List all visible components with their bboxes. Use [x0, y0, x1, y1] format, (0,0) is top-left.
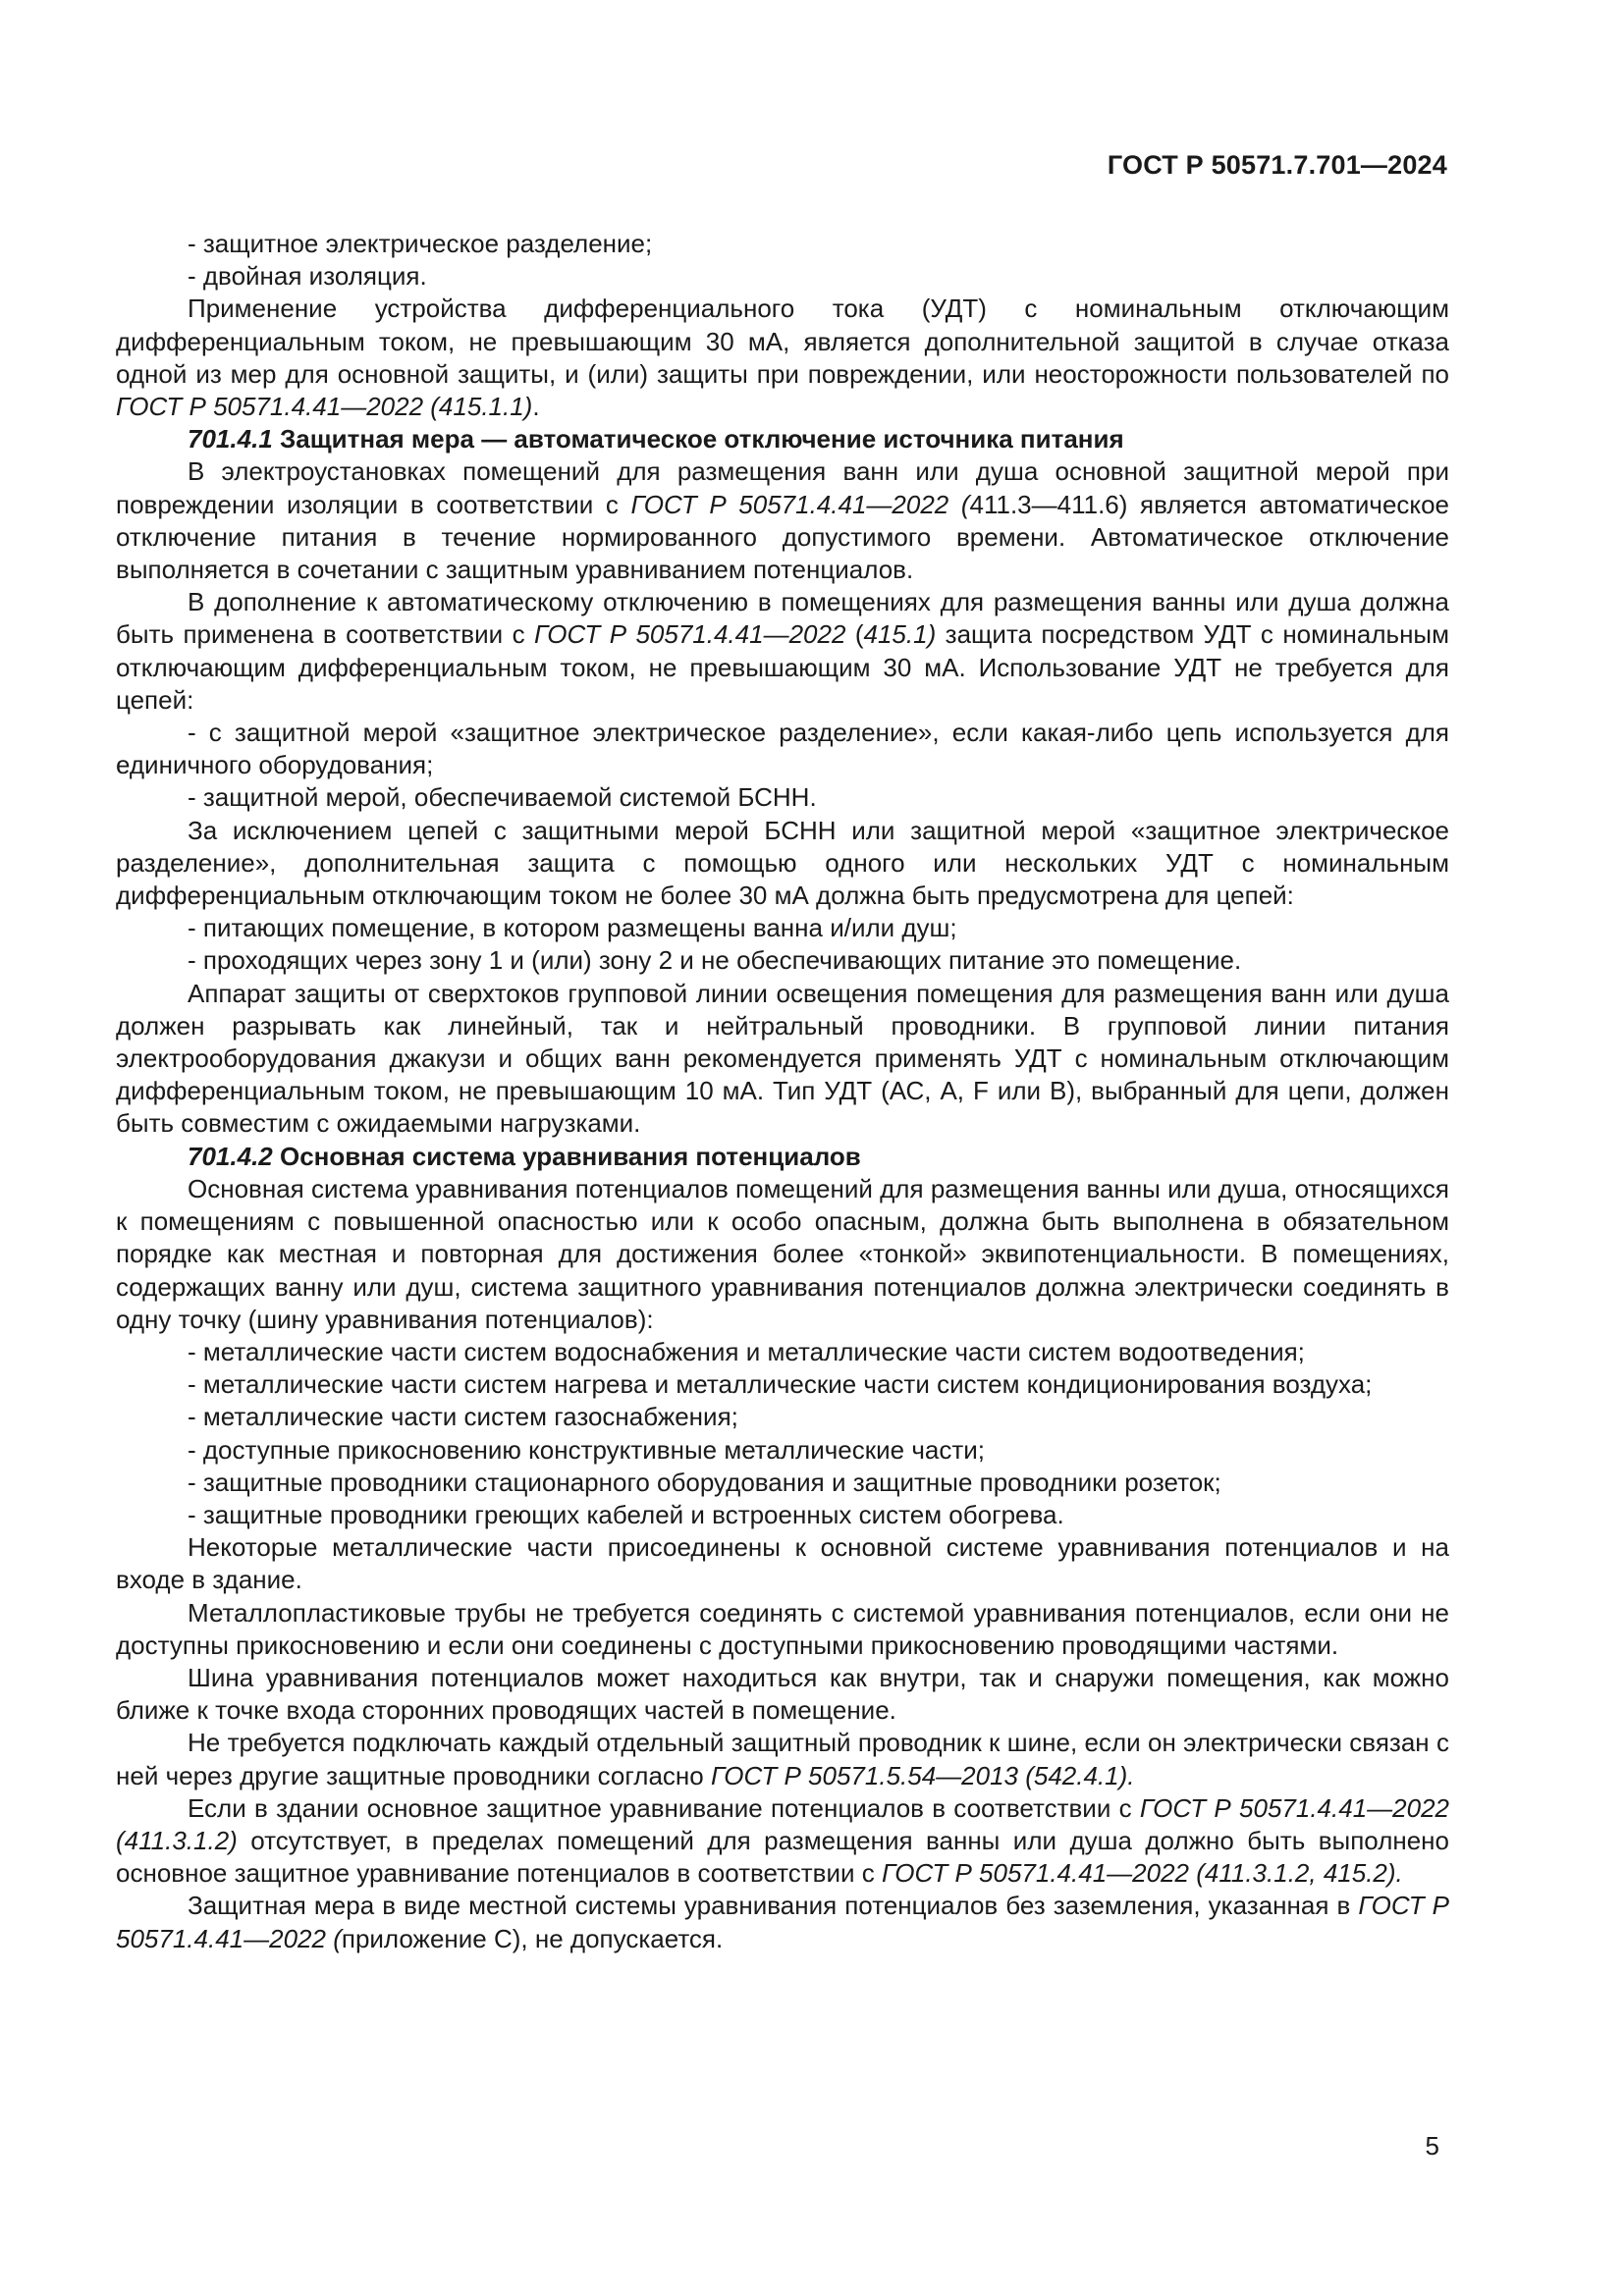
paragraph: Применение устройства дифференциального тока (УДТ) с номинальным отключающим дифференциальным током, не превышающим 30 мА, является дополнительной защитой в случае отказа одной из мер для основной защиты, и (или) защиты при повреждении, или неосторожности пользователей по ГОСТ Р 50571.4.41—2022 (415.1.1). — [116, 294, 1449, 422]
reference-link: ГОСТ Р 50571.4.41—2022 ( — [116, 1891, 1449, 1953]
list-item: - с защитной мерой «защитное электрическое разделение», если какая-либо цепь используется для единичного оборудования; — [116, 718, 1449, 780]
paragraph: В электроустановках помещений для размещения ванн или душа основной защитной мерой при повреждении изоляции в соответствии с ГОСТ Р 50571.4.41—2022 (411.3—411.6) является автоматическое отключение питания в течение нормированного допустимого времени. Автоматическое отключение выполняется в сочетании с защитным уравниванием потенциалов. — [116, 456, 1450, 585]
standard-header: ГОСТ Р 50571.7.701—2024 — [1107, 150, 1447, 180]
list-item: - защитное электрическое разделение; — [188, 229, 653, 258]
list-item: - металлические части систем нагрева и металлические части систем кондиционирования воздуха; — [188, 1369, 1373, 1400]
page-number: 5 — [1425, 2131, 1439, 2161]
list-item: - металлические части систем газоснабжения; — [188, 1402, 738, 1432]
list-item: - проходящих через зону 1 и (или) зону 2 и не обеспечивающих питание это помещение. — [188, 945, 1242, 976]
paragraph: Аппарат защиты от сверхтоков групповой линии освещения помещения для размещения ванн или душа должен разрывать как линейный, так и нейтральный проводники. В групповой линии питания электрооборудования джакузи и общих ванн рекомендуется применять УДТ с номинальным отключающим дифференциальным током, не превышающим 10 мА. Тип УДТ (АС, А, F или В), выбранный для цепи, должен быть совместим с ожидаемыми нагрузками. — [116, 978, 1449, 1139]
list-item: - защитные проводники стационарного оборудования и защитные проводники розеток; — [188, 1467, 1221, 1497]
paragraph: За исключением цепей с защитными мерой БСНН или защитной мерой «защитное электрическое разделение», дополнительная защита с помощью одного или нескольких УДТ с номинальным дифференциальным отключающим током не более 30 мА должна быть предусмотрена для цепей: — [116, 815, 1449, 911]
list-item: - доступные прикосновению конструктивные металлические части; — [188, 1434, 985, 1465]
reference-link: ГОСТ Р 50571.4.41—2022 — [533, 619, 846, 650]
reference-link: ГОСТ Р 50571.4.41—2022 (411.3.1.2, 415.2). — [881, 1858, 1403, 1889]
list-item: - защитной мерой, обеспечиваемой системой БСНН. — [188, 782, 817, 813]
section-heading-701-4-1: 701.4.1 Защитная мера — автоматическое отключение источника питания — [188, 424, 1124, 454]
list-item: - двойная изоляция. — [188, 261, 427, 292]
paragraph: Защитная мера в виде местной системы уравнивания потенциалов без заземления, указанная в ГОСТ Р 50571.4.41—2022 (приложение С), не допускается. — [116, 1891, 1449, 1953]
paragraph: Основная система уравнивания потенциалов помещений для размещения ванны или душа, относящихся к помещениям с повышенной опасностью или к особо опасным, должна быть выполнена в обязательном порядке как местная и повторная для достижения более «тонкой» эквипотенциальности. В помещениях, содержащих ванну или душ, система защитного уравнивания потенциалов должна электрически соединять в одну точку (шину уравнивания потенциалов): — [116, 1173, 1449, 1334]
paragraph: Некоторые металлические части присоединены к основной системе уравнивания потенциалов и на входе в здание. — [116, 1532, 1449, 1595]
section-heading-701-4-2: 701.4.2 Основная система уравнивания потенциалов — [188, 1141, 861, 1171]
list-item: - металлические части систем водоснабжения и металлические части систем водоотведения; — [188, 1336, 1305, 1366]
document-body — [116, 228, 1449, 1955]
paragraph: Не требуется подключать каждый отдельный защитный проводник к шине, если он электрически связан с ней через другие защитные проводники согласно ГОСТ Р 50571.5.54—2013 (542.4.1). — [116, 1728, 1449, 1790]
list-item: - питающих помещение, в котором размещены ванна и/или душ; — [188, 913, 957, 943]
paragraph: Металлопластиковые трубы не требуется соединять с системой уравнивания потенциалов, если они не доступны прикосновению и если они соединены с доступными прикосновению проводящими частями. — [116, 1597, 1449, 1660]
paragraph: Шина уравнивания потенциалов может находиться как внутри, так и снаружи помещения, как можно ближе к точке входа сторонних проводящих частей в помещение. — [116, 1662, 1449, 1726]
reference-link: ГОСТ Р 50571.4.41—2022 (411.3.1.2) — [116, 1792, 1449, 1855]
reference-link: 415.1) — [863, 619, 937, 650]
reference-link: ГОСТ Р 50571.4.41—2022 ( — [630, 489, 970, 519]
reference-link: ГОСТ Р 50571.5.54—2013 (542.4.1). — [710, 1760, 1135, 1790]
paragraph: Если в здании основное защитное уравнивание потенциалов в соответствии с ГОСТ Р 50571.4.41—2022 (411.3.1.2) отсутствует, в пределах помещений для размещения ванны или душа должно быть выполнено основное защитное уравнивание потенциалов в соответствии с ГОСТ Р 50571.4.41—2022 (411.3.1.2, 415.2). — [116, 1792, 1449, 1889]
paragraph: В дополнение к автоматическому отключению в помещениях для размещения ванны или душа должна быть применена в соответствии с ГОСТ Р 50571.4.41—2022 (415.1) защита посредством УДТ с номинальным отключающим дифференциальным током, не превышающим 30 мА. Использование УДТ не требуется для цепей: — [116, 587, 1449, 715]
reference-link: ГОСТ Р 50571.4.41—2022 (415.1.1) — [116, 392, 533, 422]
list-item: - защитные проводники греющих кабелей и встроенных систем обогрева. — [188, 1499, 1064, 1529]
